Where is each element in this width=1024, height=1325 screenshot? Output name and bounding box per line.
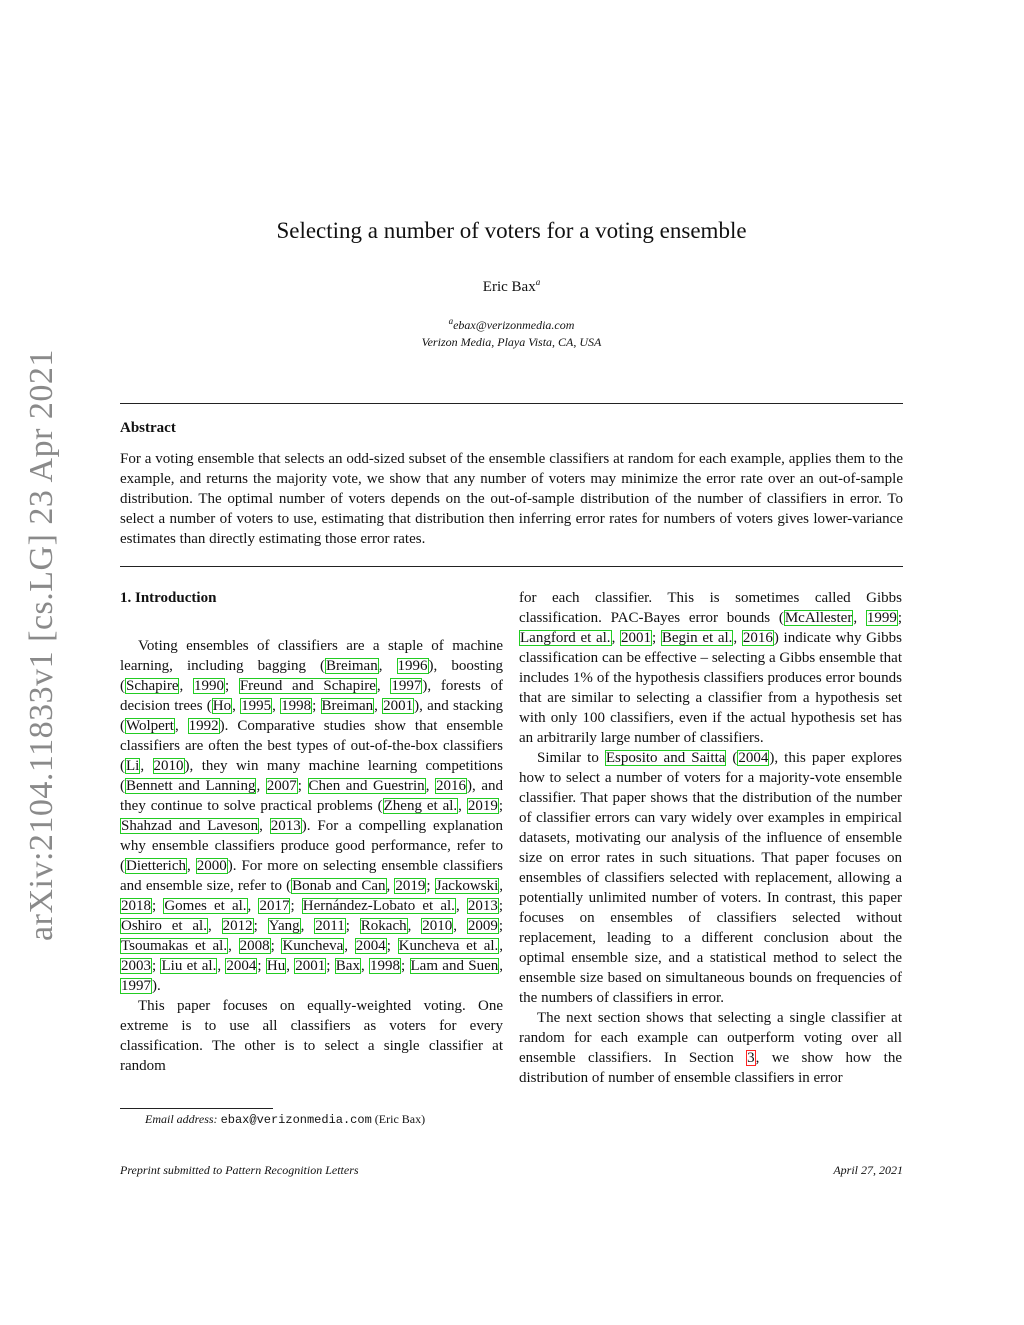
citation-link[interactable]: 1997 bbox=[121, 978, 151, 994]
citation-link[interactable]: Langford et al. bbox=[520, 630, 611, 646]
arxiv-identifier: arXiv:2104.11833v1 [cs.LG] 23 Apr 2021 bbox=[23, 349, 60, 941]
citation-link[interactable]: Freund and Schapire bbox=[239, 678, 376, 694]
citation-link[interactable]: Wolpert bbox=[126, 718, 174, 734]
citation-link[interactable]: 2012 bbox=[222, 918, 253, 934]
affil-marker: a bbox=[448, 316, 454, 326]
intro-paragraph-2: This paper focuses on equally-weighted voting. One extreme is to use all classifiers as voters for every classification. The other is to select a single classifier at random bbox=[120, 998, 503, 1074]
citation-link[interactable]: 2011 bbox=[315, 918, 345, 934]
citation-link[interactable]: Lam and Suen bbox=[410, 958, 499, 974]
citation-link[interactable]: 2017 bbox=[259, 898, 290, 914]
abstract-text: For a voting ensemble that selects an odd-sized subset of the ensemble classifiers at random for each example, applies them to the example, and returns the majority vote, we show that any number of voters may minimize the error rate over an out-of-sample distribution. The optimal number of voters depends on the out-of-sample distribution of the number of classifiers in error. To select a number of voters to use, estimating that distribution then inferring error rates for numbers of voters gives lower-variance estimates than directly estimating those error rates. bbox=[120, 451, 903, 547]
citation-link[interactable]: McAllester bbox=[784, 610, 853, 626]
citation-link[interactable]: 1996 bbox=[397, 658, 428, 674]
citation-link[interactable]: 2001 bbox=[621, 630, 651, 646]
citation-link[interactable]: 2008 bbox=[239, 938, 270, 954]
citation-link[interactable]: Chen and Guestrin bbox=[308, 778, 425, 794]
citation-link[interactable]: 2016 bbox=[436, 778, 467, 794]
citation-link[interactable]: Kuncheva et al. bbox=[398, 938, 499, 954]
citation-link[interactable]: 2009 bbox=[467, 918, 498, 934]
citation-link[interactable]: Li bbox=[126, 758, 140, 774]
citation-link[interactable]: Esposito and Saitta bbox=[605, 750, 726, 766]
citation-link[interactable]: 2019 bbox=[467, 798, 498, 814]
citation-link[interactable]: 2003 bbox=[121, 958, 151, 974]
citation-link[interactable]: Dietterich bbox=[126, 858, 186, 874]
footnote-label: Email address: bbox=[145, 1112, 218, 1126]
citation-link[interactable]: 1997 bbox=[391, 678, 422, 694]
author-line bbox=[120, 277, 903, 296]
citation-link[interactable]: Jackowski bbox=[435, 878, 499, 894]
citation-link[interactable]: Hernández-Lobato et al. bbox=[302, 898, 455, 914]
citation-link[interactable]: Bonab and Can bbox=[292, 878, 386, 894]
affil-org: Verizon Media, Playa Vista, CA, USA bbox=[421, 335, 602, 349]
footnote bbox=[145, 1112, 425, 1127]
left-column bbox=[120, 588, 503, 1076]
citation-link[interactable]: 2004 bbox=[738, 750, 769, 766]
cross-reference-link[interactable]: 3 bbox=[747, 1050, 755, 1066]
citation-link[interactable]: Breiman bbox=[326, 658, 378, 674]
citation-link[interactable]: 2004 bbox=[355, 938, 386, 954]
citation-link[interactable]: Gomes et al. bbox=[164, 898, 247, 914]
citation-link[interactable]: 2001 bbox=[383, 698, 414, 714]
citation-link[interactable]: Liu et al. bbox=[161, 958, 217, 974]
citation-link[interactable]: 2019 bbox=[395, 878, 426, 894]
section-heading: 1. Introduction bbox=[120, 590, 217, 606]
footnote-email[interactable]: ebax@verizonmedia.com bbox=[220, 1113, 372, 1127]
affiliation bbox=[120, 313, 903, 351]
citation-link[interactable]: Shahzad and Laveson bbox=[121, 818, 259, 834]
citation-link[interactable]: 2013 bbox=[270, 818, 301, 834]
citation-link[interactable]: 1999 bbox=[866, 610, 897, 626]
citation-link[interactable]: Begin et al. bbox=[661, 630, 733, 646]
citation-link[interactable]: Kuncheva bbox=[282, 938, 344, 954]
citation-link[interactable]: Bennett and Lanning bbox=[126, 778, 256, 794]
abstract-top-rule bbox=[120, 403, 903, 404]
footer-date: April 27, 2021 bbox=[833, 1163, 903, 1177]
citation-link[interactable]: 2001 bbox=[295, 958, 326, 974]
citation-link[interactable]: Hu bbox=[266, 958, 286, 974]
citation-link[interactable]: Ho bbox=[212, 698, 232, 714]
citation-link[interactable]: 2007 bbox=[266, 778, 297, 794]
citation-link[interactable]: Zheng et al. bbox=[383, 798, 458, 814]
citation-link[interactable]: 1992 bbox=[188, 718, 219, 734]
intro-paragraph-5: The next section shows that selecting a single classifier at random for each example can outperform voting over all ensemble classifiers. In Section 3, we show how the distribution of number of ensemble classifiers in error bbox=[519, 1010, 902, 1086]
citation-link[interactable]: Rokach bbox=[360, 918, 407, 934]
paper-title: Selecting a number of voters for a voting ensemble bbox=[276, 218, 747, 243]
citation-link[interactable]: 2004 bbox=[226, 958, 257, 974]
citation-link[interactable]: 1998 bbox=[281, 698, 312, 714]
citation-link[interactable]: 1998 bbox=[370, 958, 401, 974]
citation-link[interactable]: 2016 bbox=[742, 630, 773, 646]
citation-link[interactable]: 2010 bbox=[422, 918, 453, 934]
citation-link[interactable]: Oshiro et al. bbox=[121, 918, 207, 934]
citation-link[interactable]: 1990 bbox=[193, 678, 224, 694]
intro-paragraph-3: for each classifier. This is sometimes called Gibbs classification. PAC-Bayes error bounds (McAllester, 1999; Langford et al., 2001; Begin et al., 2016) indicate why Gibbs classification can be effective – selecting a Gibbs ensemble that includes 1% of the hypothesis classifiers produces error bounds that are similar to selecting a classifier from a hypothesis set with only 100 classifiers, even if the actual hypothesis set has an arbitrarily large number of classifiers. bbox=[519, 590, 903, 746]
citation-link[interactable]: 2000 bbox=[196, 858, 227, 874]
intro-paragraph-4: Similar to Esposito and Saitta (2004), this paper explores how to select a number of voters for a majority-vote ensemble classifier. That paper shows that the distribution of the number of classifier errors can vary widely over examples in empirical datasets, motivating our analysis of the influence of ensemble size on error rates in such situations. That paper focuses on ensembles of classifiers selected with replacement, allowing a potentially unlimited number of voters. In contrast, this paper focuses on ensembles of classifiers selected without replacement, leading to a different conclusion about the optimal ensemble size, and a statistical method to select the ensemble size based on simultaneous bounds on frequencies of the numbers of classifiers in error. bbox=[519, 750, 903, 1006]
citation-link[interactable]: Yang bbox=[268, 918, 300, 934]
intro-paragraph-1: Voting ensembles of classifiers are a staple of machine learning, including bagging (Breiman, 1996), boosting (Schapire, 1990; Freund and Schapire, 1997), forests of decision trees (Ho, 1995, 1998; Breiman, 2001), and stacking (Wolpert, 1992). Comparative studies show that ensemble classifiers are often the best types of out-of-the-box classifiers (Li, 2010), they win many machine learning competitions (Bennett and Lanning, 2007; Chen and Guestrin, 2016), and they continue to solve practical problems (Zheng et al., 2019; Shahzad and Laveson, 2013). For a compelling explanation why ensemble classifiers produce good performance, refer to (Dietterich, 2000). For more on selecting ensemble classifiers and ensemble size, refer to (Bonab and Can, 2019; Jackowski, 2018; Gomes et al., 2017; Hernández-Lobato et al., 2013; Oshiro et al., 2012; Yang, 2011; Rokach, 2010, 2009; Tsoumakas et al., 2008; Kuncheva, 2004; Kuncheva et al., 2003; Liu et al., 2004; Hu, 2001; Bax, 1998; Lam and Suen, 1997). bbox=[120, 638, 504, 994]
citation-link[interactable]: 1995 bbox=[241, 698, 272, 714]
abstract-bottom-rule bbox=[120, 566, 903, 567]
footnote-rule bbox=[120, 1108, 273, 1109]
citation-link[interactable]: Schapire bbox=[126, 678, 179, 694]
footer-venue: Preprint submitted to Pattern Recognition Letters bbox=[120, 1163, 359, 1177]
author-name: Eric Bax bbox=[482, 279, 536, 295]
affil-email: ebax@verizonmedia.com bbox=[453, 318, 575, 332]
abstract-heading: Abstract bbox=[120, 420, 176, 436]
citation-link[interactable]: 2013 bbox=[467, 898, 498, 914]
footnote-name: (Eric Bax) bbox=[374, 1112, 426, 1126]
citation-link[interactable]: Tsoumakas et al. bbox=[121, 938, 228, 954]
citation-link[interactable]: Bax bbox=[335, 958, 360, 974]
right-column bbox=[519, 588, 902, 1088]
author-affil-marker: a bbox=[535, 277, 541, 287]
citation-link[interactable]: 2018 bbox=[121, 898, 151, 914]
citation-link[interactable]: 2010 bbox=[153, 758, 184, 774]
citation-link[interactable]: Breiman bbox=[321, 698, 374, 714]
